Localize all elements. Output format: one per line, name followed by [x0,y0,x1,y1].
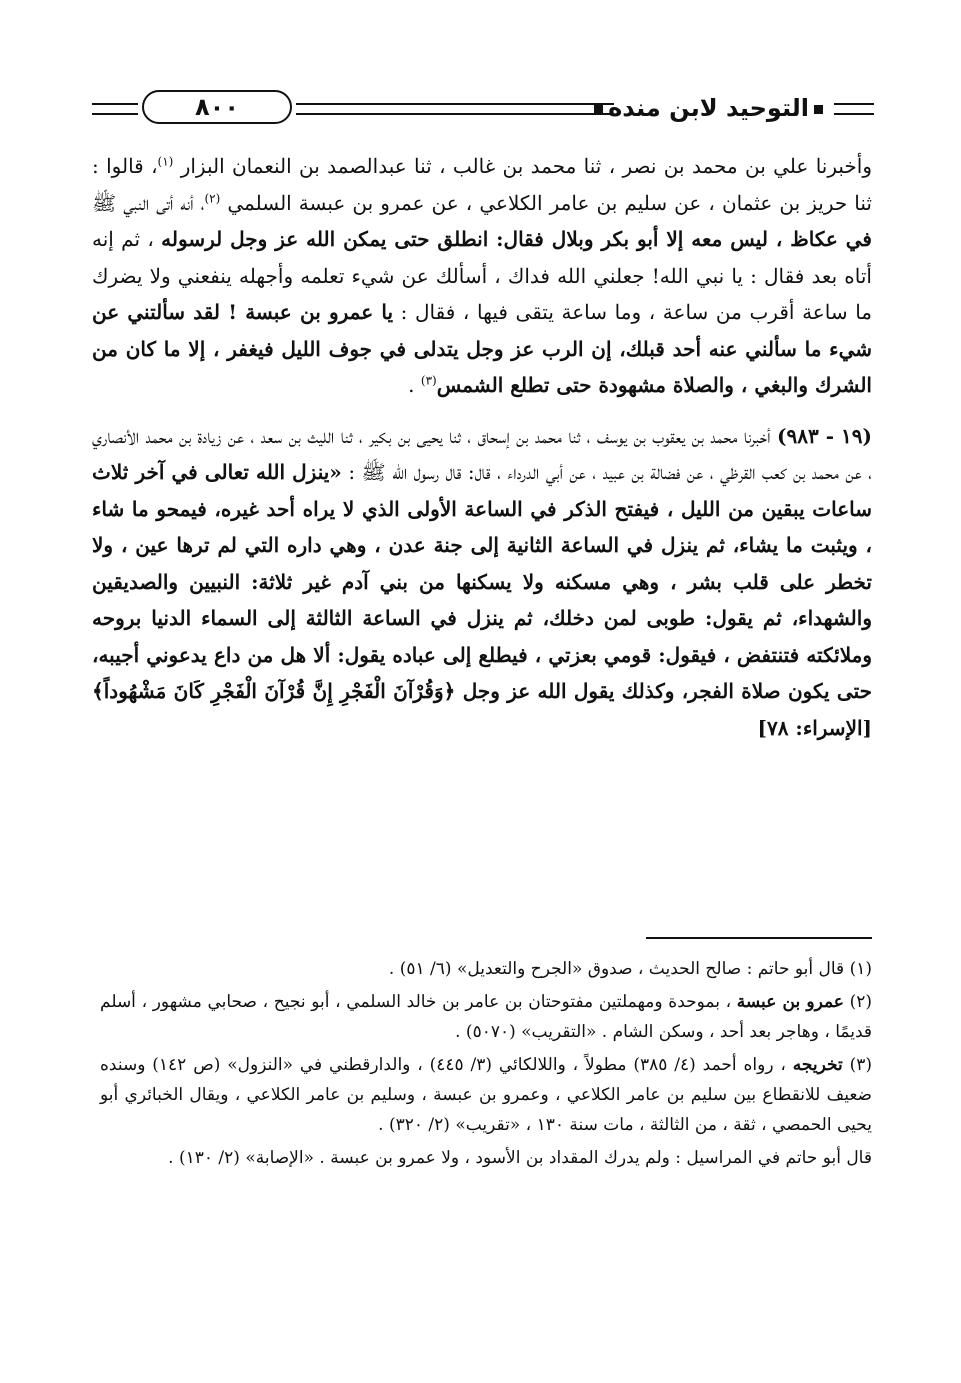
header-rule-left [92,103,138,115]
paragraph-hadith-982 [92,148,872,404]
text-run: ، ثم إنه أتاه بعد فقال : يا نبي الله! جعلني الله فداك ، أسألك عن شيء تعلمه وأجهله ينفعني ولا يضرك ما ساعة أقرب من ساعة ، وما ساعة يتقى فيها ، فقال : [92,227,872,324]
header-rule-right [834,103,874,115]
footnote-text: ، رواه أحمد (٤/ ٣٨٥) مطولاً ، واللالكائي (٣/ ٤٤٥) ، والدارقطني في «النزول» (ص ١٤٢) وسنده ضعيف للانقطاع بين سليم بن عامر الكلاعي ، وعمرو بن عبسة ، وسليم بن عامر الكلاعي ، ويقال الخبائري أبو يحيى الحمصي ، ثقة ، من الثالثة ، مات سنة ١٣٠ ، «تقريب» (٢/ ٣٢٠) . [100,1055,872,1135]
footnote-ref-3: (٣) [420,373,437,388]
page-header [92,86,874,134]
footnote-heading: تخريجه [792,1055,843,1075]
square-bullet-icon [594,105,603,114]
square-bullet-icon [814,105,823,114]
hadith-number: (١٩ - ٩٨٣) [777,423,872,448]
page-number: ٨٠٠ [195,93,239,121]
footnote-separator [646,937,872,939]
footnote-3 [100,1050,872,1140]
running-title [608,88,828,128]
footnote-2 [100,987,872,1047]
footnote-heading: عمرو بن عبسة [736,992,844,1012]
page-number-badge [142,90,292,124]
footnote-3-continued [100,1143,872,1173]
footnote-mark: (٢) [849,992,873,1012]
text-run: وأخبرنا علي بن محمد بن نصر ، ثنا محمد بن غالب ، ثنا عبدالصمد بن النعمان البزار [173,154,872,178]
text-run: أخبرنا محمد بن يعقوب بن يوسف ، ثنا محمد بن إسحاق ، ثنا يحيى بن بكير ، ثنا الليث بن سعد ، عن زيادة بن محمد الأنصاري ، عن محمد بن كعب القرظي ، عن فضالة بن عبيد ، عن أبي الدرداء ، قال: قال رسول الله ﷺ : [92,423,873,484]
footnote-mark: (٣) [849,1055,872,1075]
hadith-text-bold: «ينزل الله تعالى في آخر ثلاث ساعات يبقين من الليل ، فيفتح الذكر في الساعة الأولى الذي لا يراه أحد غيره، فيمحو ما شاء ، ويثبت ما يشاء، ثم ينزل في الساعة الثانية إلى جنة عدن ، وهي داره التي لم ترها عين ، ولا تخطر على قلب بشر ، وهي مسكنه ولا يسكنها من بني آدم غير ثلاثة: النبيين والصديقين والشهداء، ثم يقول: طوبى لمن دخلك، ثم ينزل في الساعة الثالثة إلى السماء الدنيا بروحه وملائكته فتنتفض ، فيقول: قومي بعزتي ، فيطلع إلى عباده يقول: ألا هل من داع يدعوني أجيبه، حتى يكون صلاة الفجر، وكذلك يقول الله عز وجل ﴿وَقُرْآنَ الْفَجْرِ إِنَّ قُرْآنَ الْفَجْرِ كَانَ مَشْهُوداً﴾ [الإسراء: ٧٨] [92,460,872,740]
footnote-text: (١) قال أبو حاتم : صالح الحديث ، صدوق «الجرح والتعديل» (٦/ ٥١) . [388,959,872,979]
footnote-text: قال أبو حاتم في المراسيل : ولم يدرك المقداد بن الأسود ، ولا عمرو بن عبسة . «الإصابة» (٢/ ١٣٠) . [168,1148,872,1168]
book-title: التوحيد لابن منده [608,94,809,122]
header-rule-middle [296,103,614,115]
hadith-text-bold: في عكاظ ، ليس معه إلا أبو بكر وبلال فقال: انطلق حتى يمكن الله عز وجل لرسوله [161,227,872,251]
text-run: ، قالوا : ثنا حريز بن عثمان ، عن سليم بن عامر الكلاعي ، عن عمرو بن عبسة السلمي [92,154,872,215]
paragraph-hadith-983 [92,418,872,747]
footnote-ref-2: (٢) [204,190,221,205]
footnote-1 [100,954,872,984]
text-run: . [408,373,421,397]
footnote-text: ، بموحدة ومهملتين مفتوحتان بن عامر بن خالد السلمي ، أبو نجيح ، صحابي مشهور ، أسلم قديمًا ، وهاجر بعد أحد ، وسكن الشام . «التقريب» (٥٠٧٠) . [100,992,872,1042]
main-text [92,148,872,746]
text-run: ، أنه أتى النبي ﷺ [92,190,205,215]
hadith-text-bold: يا عمرو بن عبسة ! لقد سألتني عن شيء ما سألني عنه أحد قبلك، إن الرب عز وجل يتدلى في جوف الليل فيغفر ، إلا ما كان من الشرك والبغي ، والصلاة مشهودة حتى تطلع الشمس [92,300,872,397]
footnote-ref-1: (١) [157,154,174,169]
footnotes [100,954,872,1176]
